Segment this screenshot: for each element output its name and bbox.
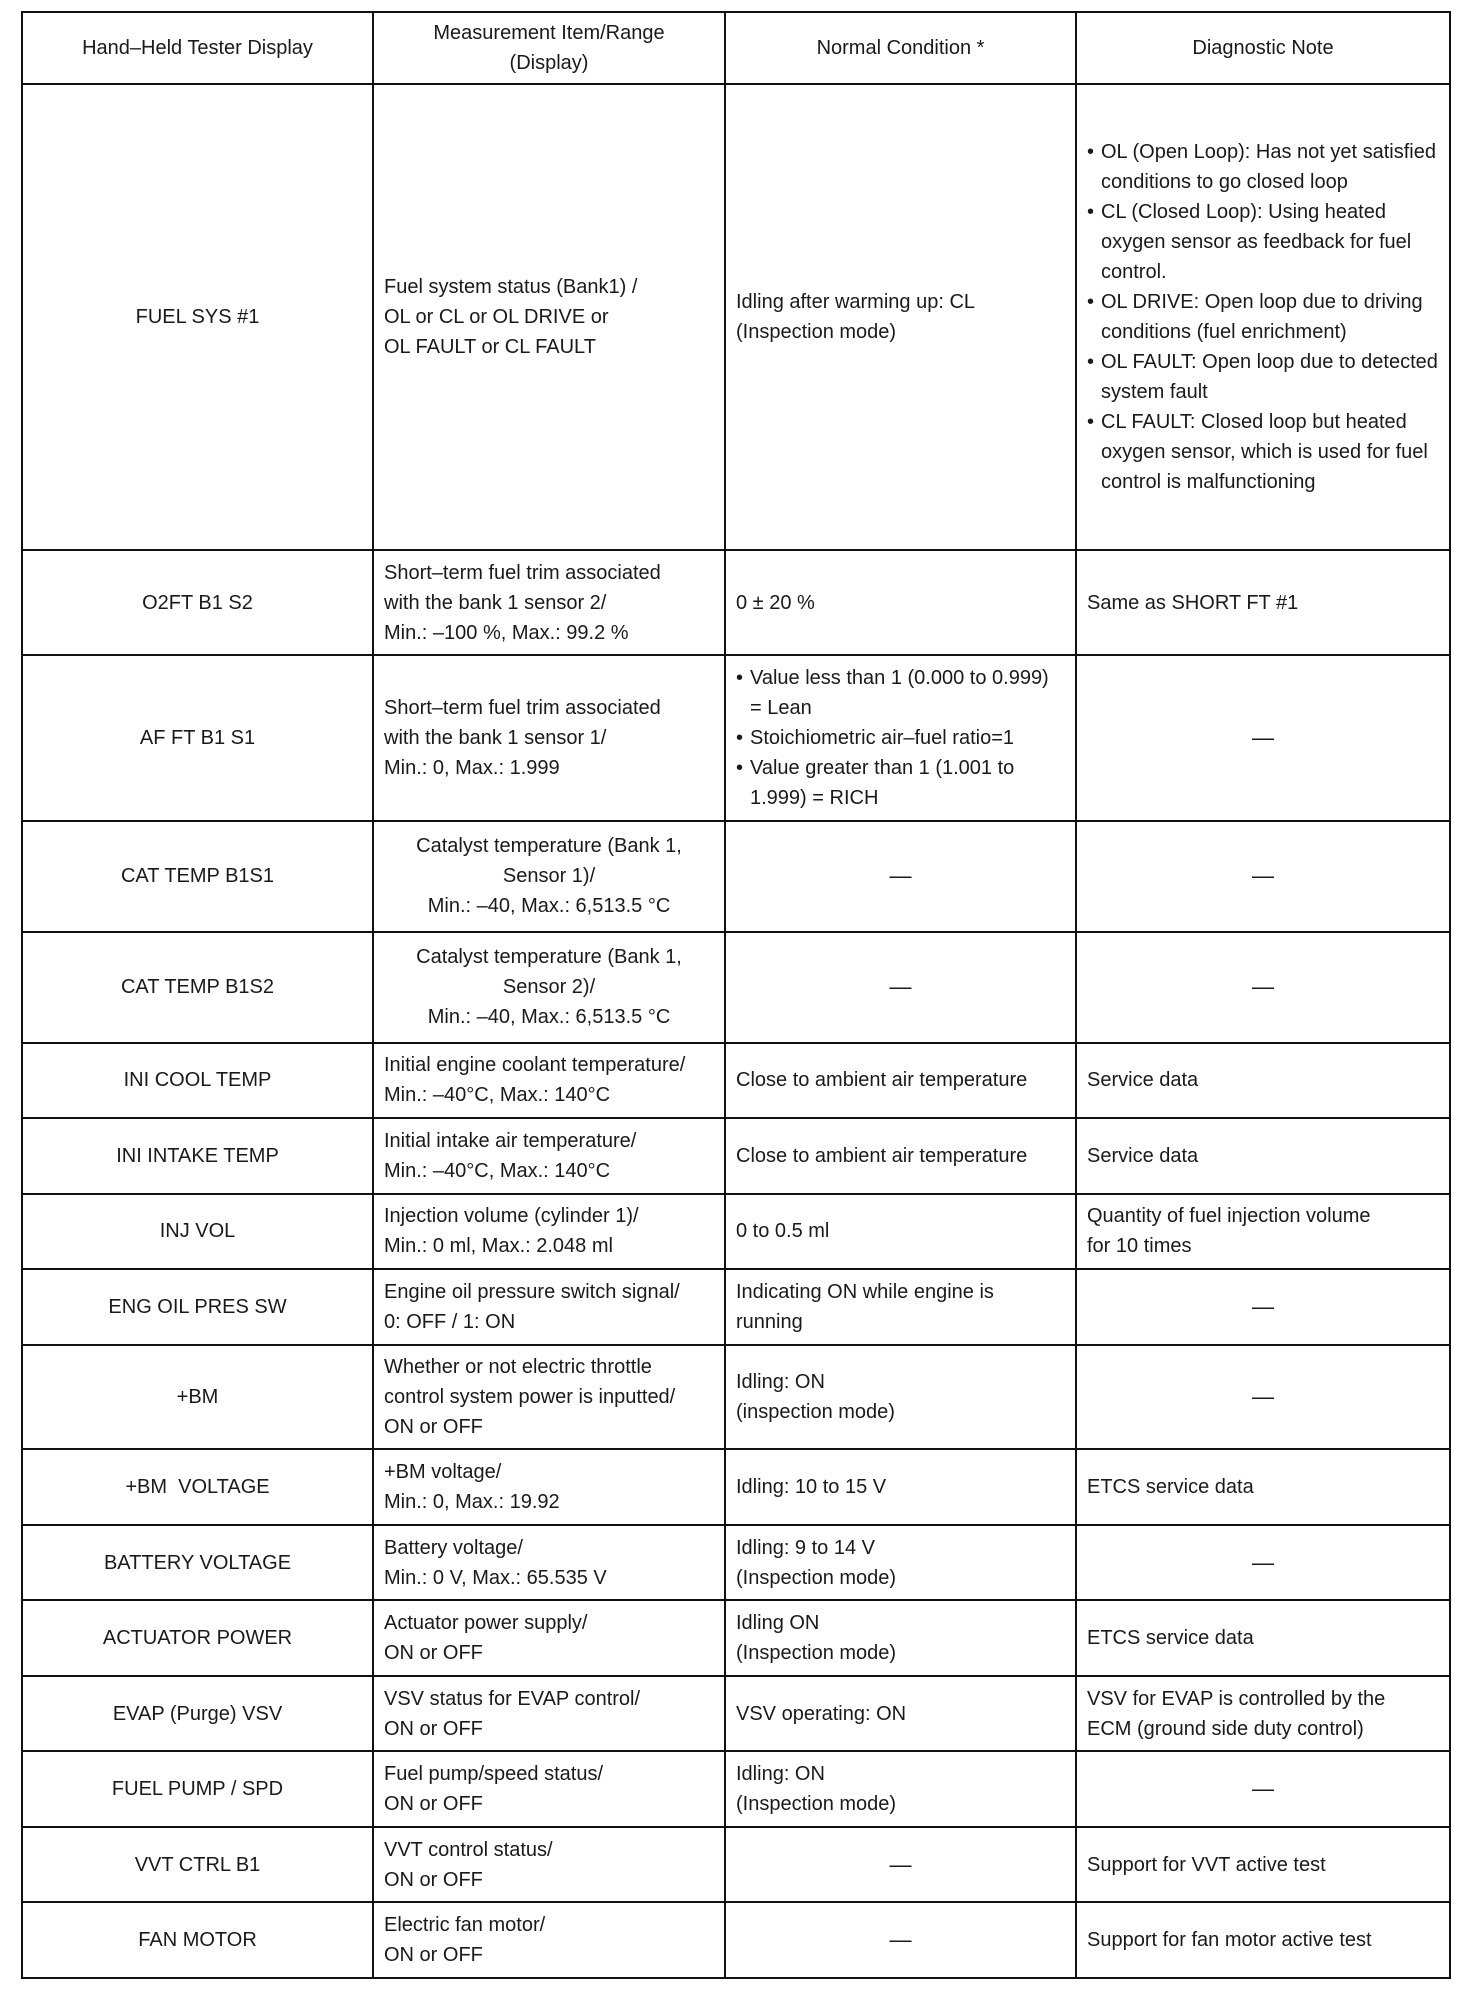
note-bullet-item: • OL FAULT: Open loop due to detected system fault — [1087, 347, 1439, 407]
cell-display: ENG OIL PRES SW — [22, 1269, 373, 1345]
cell-normal: VSV operating: ON — [725, 1676, 1076, 1752]
cell-normal: — — [725, 932, 1076, 1043]
cell-measurement: Engine oil pressure switch signal/ 0: OFF / 1: ON — [373, 1269, 725, 1345]
table-row — [22, 932, 1450, 1043]
diagnostic-data-table — [21, 11, 1451, 1979]
cell-display: O2FT B1 S2 — [22, 550, 373, 655]
cell-normal: — — [725, 1827, 1076, 1903]
table-row — [22, 1269, 1450, 1345]
normal-bullet-item: • Stoichiometric air–fuel ratio=1 — [736, 723, 1065, 753]
table-row — [22, 1525, 1450, 1601]
cell-note: — — [1076, 655, 1450, 821]
cell-display: FUEL SYS #1 — [22, 84, 373, 550]
cell-normal: Close to ambient air temperature — [725, 1043, 1076, 1119]
cell-note: ETCS service data — [1076, 1600, 1450, 1676]
cell-display: +BM — [22, 1345, 373, 1450]
cell-display: EVAP (Purge) VSV — [22, 1676, 373, 1752]
header-tester-display: Hand–Held Tester Display — [22, 12, 373, 84]
cell-measurement: Injection volume (cylinder 1)/ Min.: 0 ml, Max.: 2.048 ml — [373, 1194, 725, 1270]
cell-normal: Idling: ON (inspection mode) — [725, 1345, 1076, 1450]
cell-normal: 0 to 0.5 ml — [725, 1194, 1076, 1270]
cell-measurement: Battery voltage/ Min.: 0 V, Max.: 65.535 V — [373, 1525, 725, 1601]
cell-normal: Close to ambient air temperature — [725, 1118, 1076, 1194]
cell-display: ACTUATOR POWER — [22, 1600, 373, 1676]
header-normal-condition: Normal Condition * — [725, 12, 1076, 84]
cell-display: FAN MOTOR — [22, 1902, 373, 1978]
cell-display: INI INTAKE TEMP — [22, 1118, 373, 1194]
cell-note: — — [1076, 1525, 1450, 1601]
cell-note: ETCS service data — [1076, 1449, 1450, 1525]
table-row — [22, 84, 1450, 550]
cell-note: — — [1076, 932, 1450, 1043]
cell-note: — — [1076, 821, 1450, 932]
cell-measurement: +BM voltage/ Min.: 0, Max.: 19.92 — [373, 1449, 725, 1525]
table-row — [22, 1751, 1450, 1827]
cell-measurement: Short–term fuel trim associated with the bank 1 sensor 2/ Min.: –100 %, Max.: 99.2 % — [373, 550, 725, 655]
normal-bullet-item: • Value greater than 1 (1.001 to 1.999) = RICH — [736, 753, 1065, 813]
table-row — [22, 1194, 1450, 1270]
table-header-row — [22, 12, 1450, 84]
note-bullet-list — [1087, 137, 1439, 497]
cell-normal: Idling ON (Inspection mode) — [725, 1600, 1076, 1676]
table-row — [22, 821, 1450, 932]
header-diagnostic-note: Diagnostic Note — [1076, 12, 1450, 84]
cell-display: INI COOL TEMP — [22, 1043, 373, 1119]
cell-measurement: VSV status for EVAP control/ ON or OFF — [373, 1676, 725, 1752]
table-row — [22, 1600, 1450, 1676]
header-measurement-item: Measurement Item/Range (Display) — [373, 12, 725, 84]
cell-note: Service data — [1076, 1043, 1450, 1119]
cell-note: — — [1076, 1269, 1450, 1345]
table-row — [22, 1676, 1450, 1752]
cell-display: AF FT B1 S1 — [22, 655, 373, 821]
normal-bullet-list — [736, 663, 1065, 813]
cell-display: FUEL PUMP / SPD — [22, 1751, 373, 1827]
table-row — [22, 550, 1450, 655]
cell-measurement: Fuel pump/speed status/ ON or OFF — [373, 1751, 725, 1827]
cell-normal: — — [725, 821, 1076, 932]
cell-normal: Idling: ON (Inspection mode) — [725, 1751, 1076, 1827]
normal-bullet-item: • Value less than 1 (0.000 to 0.999) = Lean — [736, 663, 1065, 723]
cell-measurement: Electric fan motor/ ON or OFF — [373, 1902, 725, 1978]
cell-display: INJ VOL — [22, 1194, 373, 1270]
cell-display: BATTERY VOLTAGE — [22, 1525, 373, 1601]
note-bullet-item: • OL (Open Loop): Has not yet satisfied conditions to go closed loop — [1087, 137, 1439, 197]
table-row — [22, 1118, 1450, 1194]
cell-normal — [725, 655, 1076, 821]
cell-note: Quantity of fuel injection volume for 10 times — [1076, 1194, 1450, 1270]
cell-display: +BM VOLTAGE — [22, 1449, 373, 1525]
cell-measurement: Catalyst temperature (Bank 1, Sensor 1)/ Min.: –40, Max.: 6,513.5 °C — [373, 821, 725, 932]
cell-normal: Idling: 10 to 15 V — [725, 1449, 1076, 1525]
cell-normal: Idling: 9 to 14 V (Inspection mode) — [725, 1525, 1076, 1601]
cell-note: Service data — [1076, 1118, 1450, 1194]
table-row — [22, 1827, 1450, 1903]
cell-measurement: Whether or not electric throttle control system power is inputted/ ON or OFF — [373, 1345, 725, 1450]
cell-measurement: VVT control status/ ON or OFF — [373, 1827, 725, 1903]
cell-measurement: Fuel system status (Bank1) / OL or CL or OL DRIVE or OL FAULT or CL FAULT — [373, 84, 725, 550]
cell-display: CAT TEMP B1S2 — [22, 932, 373, 1043]
cell-normal: Idling after warming up: CL (Inspection mode) — [725, 84, 1076, 550]
cell-normal: Indicating ON while engine is running — [725, 1269, 1076, 1345]
note-bullet-item: • CL (Closed Loop): Using heated oxygen sensor as feedback for fuel control. — [1087, 197, 1439, 287]
table-row — [22, 1043, 1450, 1119]
cell-note: Support for VVT active test — [1076, 1827, 1450, 1903]
cell-note: VSV for EVAP is controlled by the ECM (ground side duty control) — [1076, 1676, 1450, 1752]
cell-normal: 0 ± 20 % — [725, 550, 1076, 655]
table-row — [22, 1345, 1450, 1450]
note-bullet-item: • OL DRIVE: Open loop due to driving conditions (fuel enrichment) — [1087, 287, 1439, 347]
cell-measurement: Initial engine coolant temperature/ Min.: –40°C, Max.: 140°C — [373, 1043, 725, 1119]
cell-measurement: Catalyst temperature (Bank 1, Sensor 2)/ Min.: –40, Max.: 6,513.5 °C — [373, 932, 725, 1043]
cell-note: — — [1076, 1345, 1450, 1450]
cell-display: CAT TEMP B1S1 — [22, 821, 373, 932]
cell-normal: — — [725, 1902, 1076, 1978]
cell-note: Support for fan motor active test — [1076, 1902, 1450, 1978]
cell-note: Same as SHORT FT #1 — [1076, 550, 1450, 655]
cell-measurement: Short–term fuel trim associated with the bank 1 sensor 1/ Min.: 0, Max.: 1.999 — [373, 655, 725, 821]
cell-measurement: Initial intake air temperature/ Min.: –40°C, Max.: 140°C — [373, 1118, 725, 1194]
table-row — [22, 1902, 1450, 1978]
cell-measurement: Actuator power supply/ ON or OFF — [373, 1600, 725, 1676]
table-row — [22, 1449, 1450, 1525]
cell-note — [1076, 84, 1450, 550]
note-bullet-item: • CL FAULT: Closed loop but heated oxygen sensor, which is used for fuel control is malfunctioning — [1087, 407, 1439, 497]
cell-display: VVT CTRL B1 — [22, 1827, 373, 1903]
cell-note: — — [1076, 1751, 1450, 1827]
table-row — [22, 655, 1450, 821]
